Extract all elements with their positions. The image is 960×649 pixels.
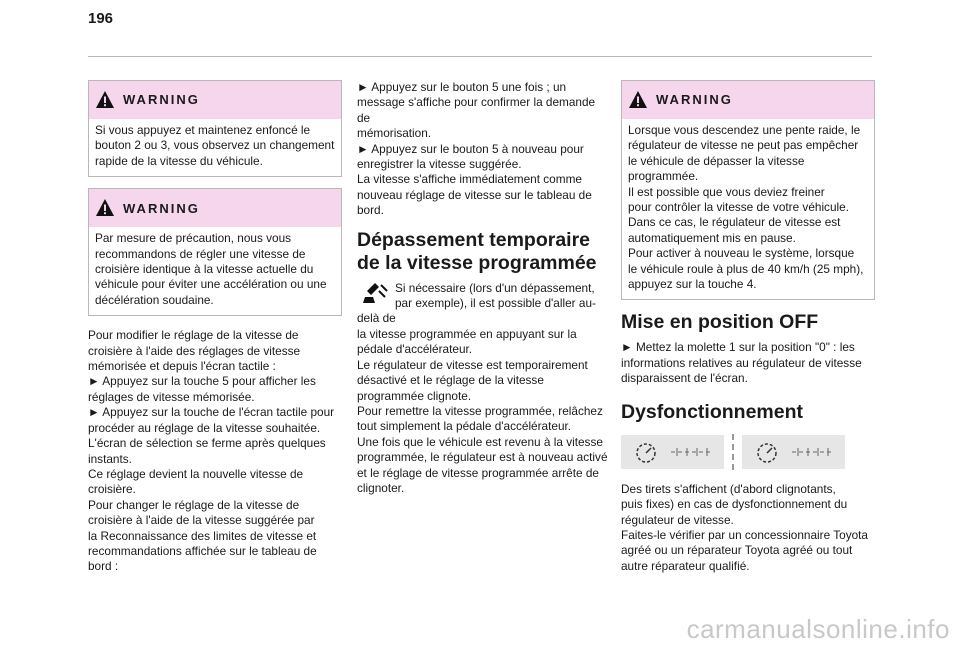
warning-text: Lorsque vous descendez une pente raide, le régulateur de vitesse ne peut pas empêcher le véhicule de dépasser la vitesse programmée. Il est possible que vous deviez freiner pour contrôler la vitesse de votre véhicule. Dans ce cas, le régulateur de vitesse est automatiquement mis en pause. Pour activer à nouveau le système, lorsque le véhicule roule à plus de 40 km/h (25 mph), appuyez sur la touche 4. (628, 123, 864, 292)
section-heading: Mise en position OFF (621, 311, 819, 334)
column-2 (357, 80, 611, 496)
warning-header (89, 189, 341, 227)
warning-triangle-icon (628, 90, 648, 110)
body-text: la vitesse programmée en appuyant sur la pédale d'accélérateur. Le régulateur de vitesse est temporairement désactivé et le réglage de la vitesse programmée clignote. Pour remettre la vitesse programmée, relâchez tout simplement la pédale d'accélérateur. Une fois que le véhicule est revenu à la vitesse programmée, le régulateur est à nouveau activé et le réglage de vitesse programmée arrête de clignoter. (357, 326, 608, 495)
body-text: ► Appuyez sur le bouton 5 une fois ; un message s'affiche pour confirmer la demande de mémorisation. ► Appuyez sur le bouton 5 à nouveau pour enregistrer la vitesse suggérée. La vitesse s'affiche immédiatement comme nouveau réglage de vitesse sur le tableau de bord. (357, 80, 596, 218)
speedometer-icon (632, 440, 660, 464)
warning-text: Par mesure de précaution, nous vous recommandons de régler une vitesse de croisière identique à la vitesse actuelle du véhicule pour éviter une accélération ou une décélération soudaine. (95, 231, 327, 307)
header-rule (88, 56, 872, 57)
warning-box (621, 80, 875, 300)
section-heading: Dysfonctionnement (621, 400, 804, 423)
column-3 (621, 80, 875, 574)
paragraph-lead: Si nécessaire (lors d'un dépassement, par exemple), il est possible d'aller au-delà de (357, 280, 596, 326)
accelerator-pedal-icon (361, 281, 389, 305)
malfunction-displays (621, 434, 875, 470)
speedometer-icon (753, 440, 781, 464)
page-number: 196 (88, 10, 114, 27)
dashes-icon (790, 445, 834, 459)
warning-header (89, 81, 341, 119)
dashes-icon (669, 445, 713, 459)
paragraph-with-icon (357, 281, 611, 497)
warning-text: Si vous appuyez et maintenez enfoncé le bouton 2 ou 3, vous observez un changement rapide de la vitesse du véhicule. (95, 123, 335, 168)
warning-title: WARNING (123, 92, 200, 108)
watermark: carmanualsonline.info (686, 614, 950, 644)
warning-title: WARNING (656, 92, 733, 108)
display-image (621, 435, 724, 469)
column-1 (88, 80, 342, 575)
warning-triangle-icon (95, 90, 115, 110)
warning-triangle-icon (95, 198, 115, 218)
warning-box (88, 80, 342, 177)
warning-title: WARNING (123, 200, 200, 216)
body-text: Pour modifier le réglage de la vitesse de croisière à l'aide des réglages de vitesse mémorisée et depuis l'écran tactile : ► Appuyez sur la touche 5 pour afficher les réglages de vitesse mémorisée. ► Appuyez sur la touche de l'écran tactile pour procéder au réglage de la vitesse souhaitée. L'écran de sélection se ferme après quelques instants. Ce réglage devient la nouvelle vitesse de croisière. Pour changer le réglage de la vitesse de croisière à l'aide de la vitesse suggérée par la Reconnaissance des limites de vitesse et recommandations affichée sur le tableau de bord : (88, 328, 335, 574)
warning-header (622, 81, 874, 119)
warning-box (88, 188, 342, 316)
section-heading: Dépassement temporaire de la vitesse programmée (357, 228, 597, 274)
divider (732, 434, 734, 470)
body-text: Des tirets s'affichent (d'abord clignotants, puis fixes) en cas de dysfonctionnement du régulateur de vitesse. Faites-le vérifier par un concessionnaire Toyota agréé ou un réparateur Toyota agréé ou tout autre réparateur qualifié. (621, 481, 868, 573)
body-text: ► Mettez la molette 1 sur la position "0" : les informations relatives au régulateur de vitesse disparaissent de l'écran. (621, 340, 862, 386)
display-image (742, 435, 845, 469)
